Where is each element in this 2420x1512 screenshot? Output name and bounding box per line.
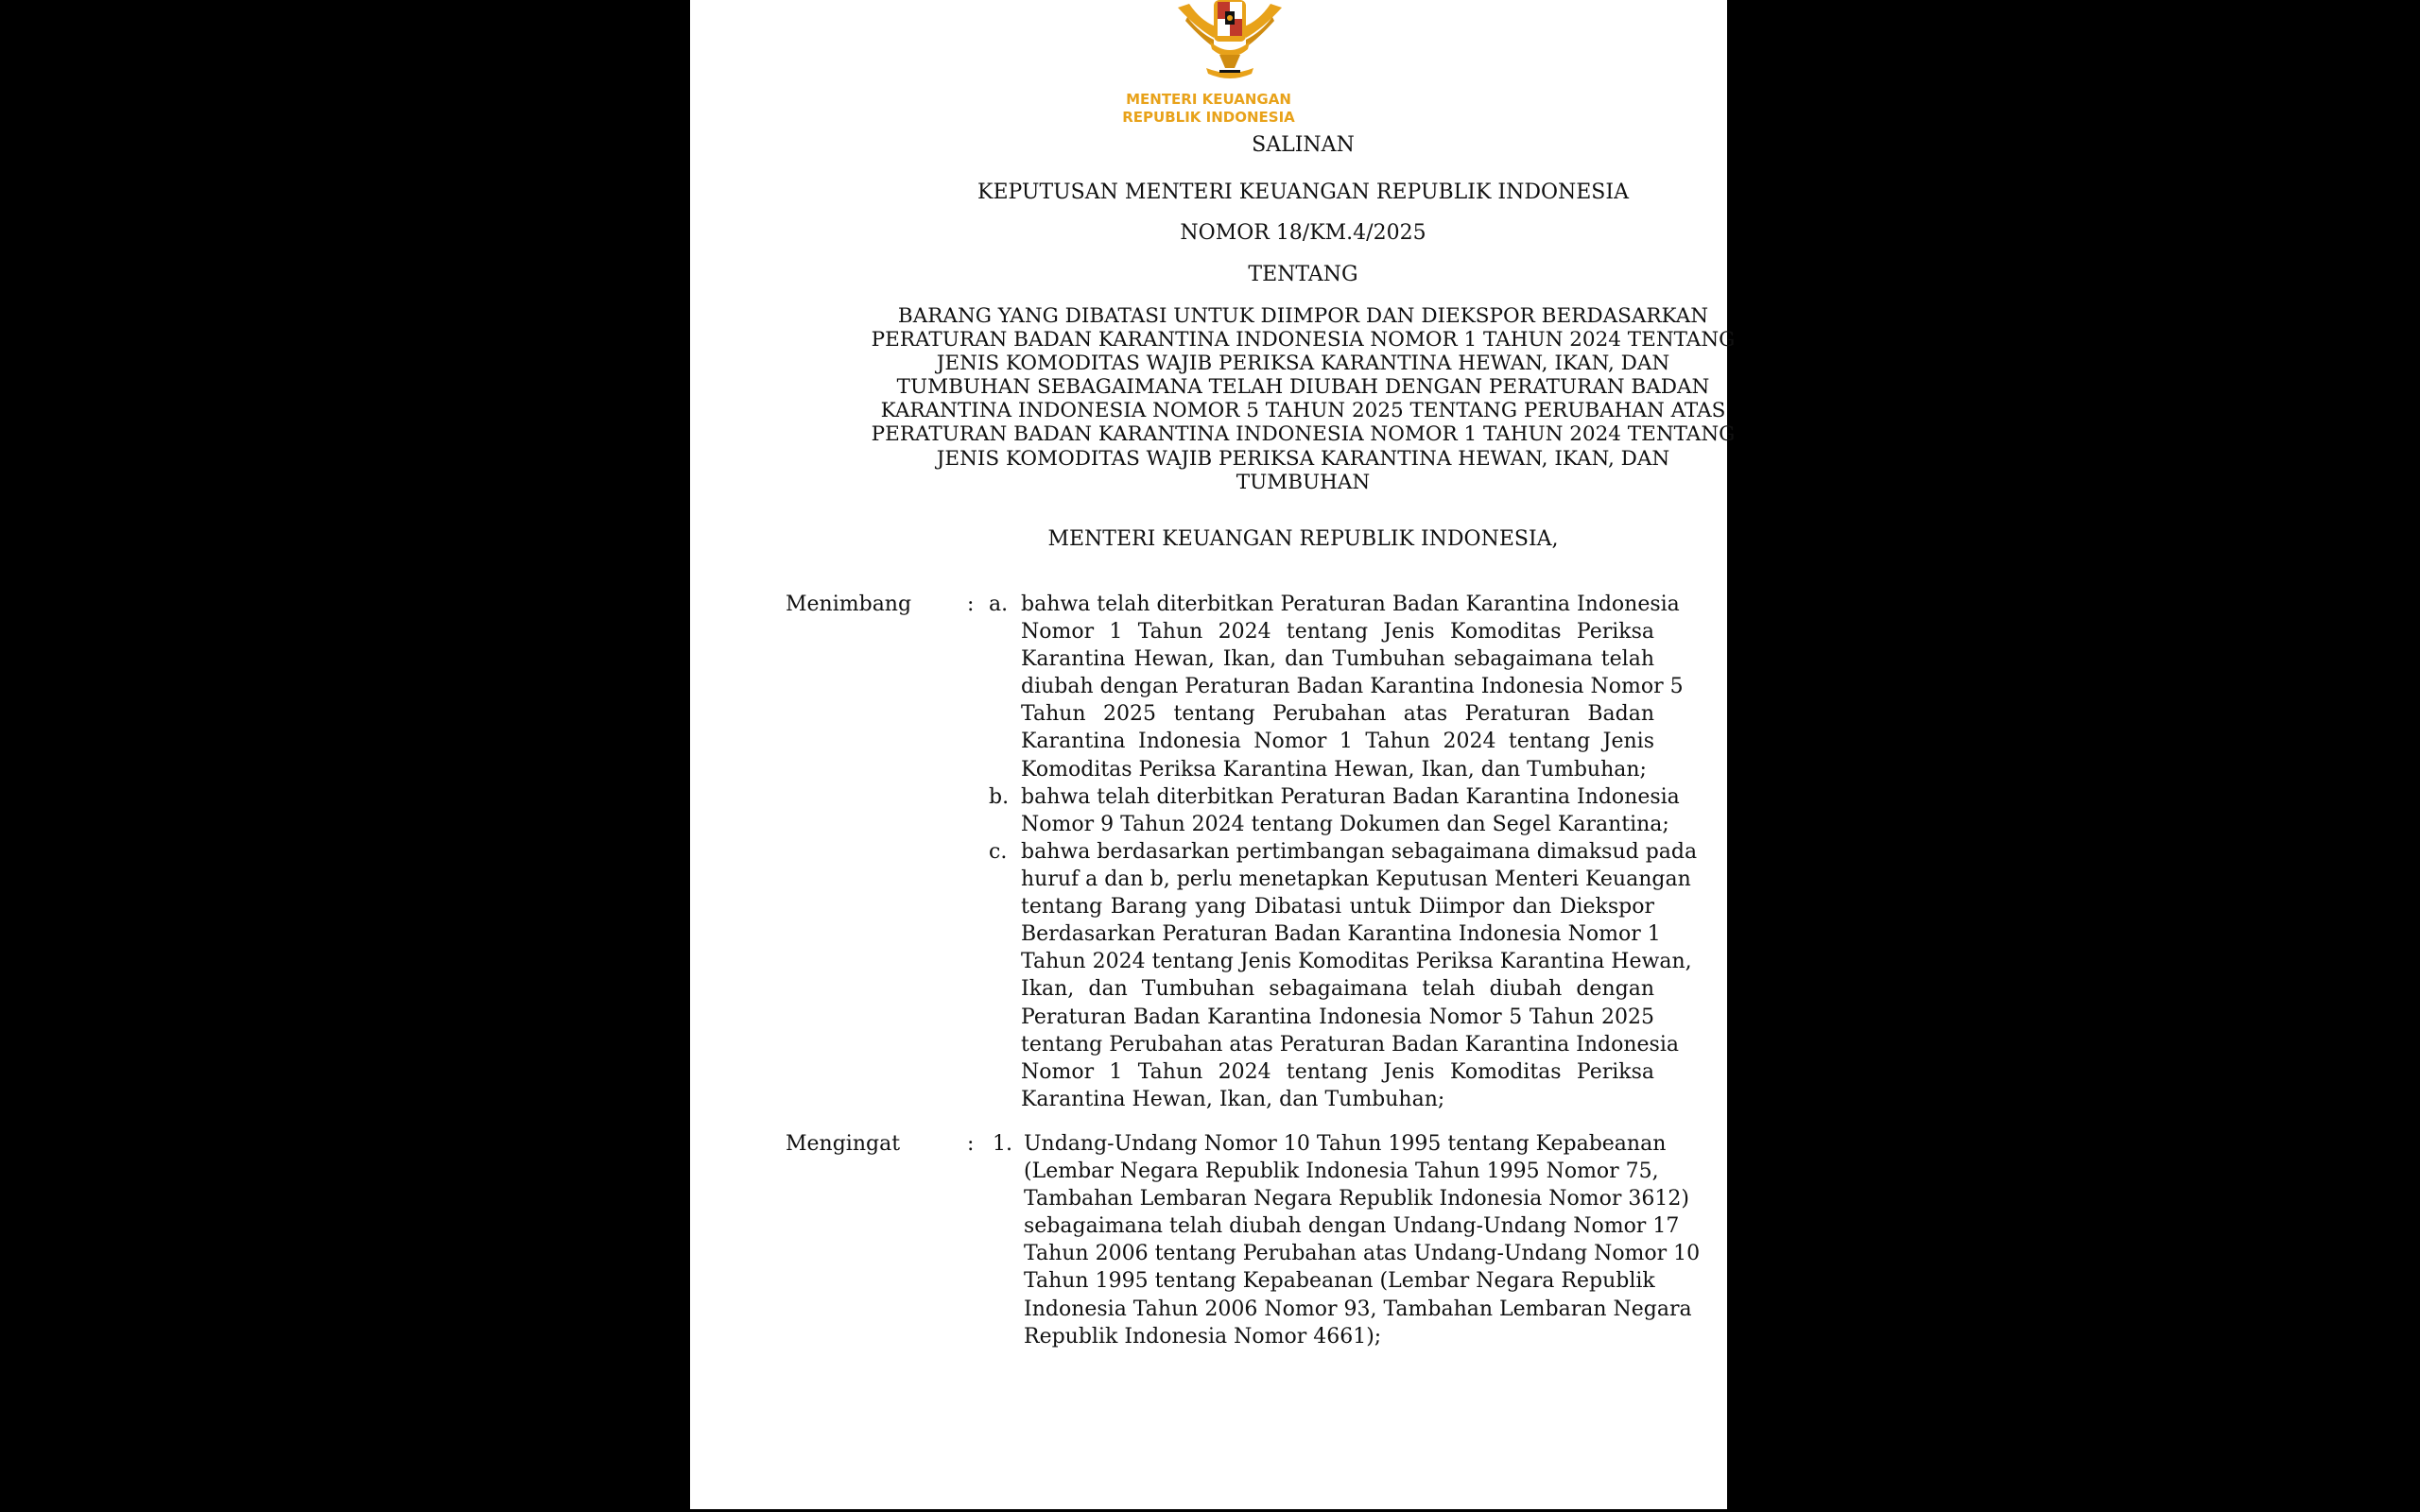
about-line: JENIS KOMODITAS WAJIB PERIKSA KARANTINA HEWAN, IKAN, DAN [936,446,1670,471]
about-label: TENTANG [1248,263,1358,286]
mengingat-label: Mengingat [786,1132,901,1156]
about-line: BARANG YANG DIBATASI UNTUK DIIMPOR DAN DIEKSPOR BERDASARKAN [897,304,1709,328]
item-line: bahwa berdasarkan pertimbangan sebagaimana dimaksud pada [1021,840,1698,864]
item-line: Nomor 9 Tahun 2024 tentang Dokumen dan Segel Karantina; [1021,813,1669,837]
ministry-name-line2: REPUBLIK INDONESIA [1122,109,1295,126]
menimbang-marker-b: b. [989,785,1010,809]
mengingat-colon: : [967,1132,975,1156]
item-line: tentang Barang yang Dibatasi untuk Diimpor dan Diekspor [1021,895,1654,919]
item-line: Peraturan Badan Karantina Indonesia Nomor 5 Tahun 2025 [1021,1005,1654,1029]
item-line: bahwa telah diterbitkan Peraturan Badan Karantina Indonesia [1021,593,1680,616]
garuda-emblem-icon [1168,0,1291,83]
item-line: Nomor 1 Tahun 2024 tentang Jenis Komoditas Periksa [1021,1059,1654,1084]
item-line: (Lembar Negara Republik Indonesia Tahun 1995 Nomor 75, [1024,1160,1659,1184]
item-line: Berdasarkan Peraturan Badan Karantina Indonesia Nomor 1 [1021,922,1661,947]
issuer-line: MENTERI KEUANGAN REPUBLIK INDONESIA, [1047,527,1559,551]
menimbang-marker-c: c. [989,840,1008,864]
about-line: PERATURAN BADAN KARANTINA INDONESIA NOMOR 1 TAHUN 2024 TENTANG [871,328,1736,352]
item-line: Komoditas Periksa Karantina Hewan, Ikan, dan Tumbuhan; [1021,757,1647,782]
menimbang-item-c [1021,838,1698,1113]
about-line: KARANTINA INDONESIA NOMOR 5 TAHUN 2025 TENTANG PERUBAHAN ATAS [880,399,1726,423]
about-line: PERATURAN BADAN KARANTINA INDONESIA NOMOR 1 TAHUN 2024 TENTANG [871,422,1736,447]
item-line: Tahun 1995 tentang Kepabeanan (Lembar Negara Republik [1024,1269,1655,1294]
item-line: Undang-Undang Nomor 10 Tahun 1995 tentang Kepabeanan [1024,1132,1667,1156]
decree-number: NOMOR 18/KM.4/2025 [1180,221,1426,245]
item-line: Tambahan Lembaran Negara Republik Indonesia Nomor 3612) [1024,1187,1689,1211]
copy-label: SALINAN [1252,133,1355,157]
item-line: bahwa telah diterbitkan Peraturan Badan Karantina Indonesia [1021,785,1680,809]
menimbang-item-b [1021,783,1680,838]
menimbang-label: Menimbang [786,593,912,616]
menimbang-marker-a: a. [989,593,1009,616]
item-line: Nomor 1 Tahun 2024 tentang Jenis Komoditas Periksa [1021,620,1654,644]
document-page [690,0,1736,1509]
item-line: Tahun 2006 tentang Perubahan atas Undang-Undang Nomor 10 [1024,1242,1701,1266]
item-line: Karantina Indonesia Nomor 1 Tahun 2024 tentang Jenis [1021,730,1654,754]
decree-title: KEPUTUSAN MENTERI KEUANGAN REPUBLIK INDONESIA [977,180,1629,204]
item-line: huruf a dan b, perlu menetapkan Keputusan Menteri Keuangan [1021,868,1691,892]
mengingat-item-1 [1024,1130,1701,1350]
item-line: tentang Perubahan atas Peraturan Badan Karantina Indonesia [1021,1032,1679,1057]
item-line: Karantina Hewan, Ikan, dan Tumbuhan sebagaimana telah [1021,647,1654,672]
about-line: JENIS KOMODITAS WAJIB PERIKSA KARANTINA HEWAN, IKAN, DAN [936,352,1670,376]
item-line: Indonesia Tahun 2006 Nomor 93, Tambahan Lembaran Negara [1024,1297,1692,1321]
item-line: Republik Indonesia Nomor 4661); [1024,1324,1382,1349]
item-line: Ikan, dan Tumbuhan sebagaimana telah diubah dengan [1021,977,1654,1002]
mengingat-marker-1: 1. [993,1132,1012,1156]
item-line: Tahun 2024 tentang Jenis Komoditas Periksa Karantina Hewan, [1021,950,1692,974]
item-line: Tahun 2025 tentang Perubahan atas Peraturan Badan [1021,702,1654,727]
item-line: Karantina Hewan, Ikan, dan Tumbuhan; [1021,1087,1445,1111]
about-text [690,304,1916,494]
item-line: sebagaimana telah diubah dengan Undang-Undang Nomor 17 [1024,1214,1680,1239]
item-line: diubah dengan Peraturan Badan Karantina Indonesia Nomor 5 [1021,675,1684,699]
ministry-name-line1: MENTERI KEUANGAN [1126,91,1291,108]
menimbang-item-a [1021,591,1684,783]
about-line: TUMBUHAN SEBAGAIMANA TELAH DIUBAH DENGAN PERATURAN BADAN [896,375,1710,400]
menimbang-colon: : [967,593,975,616]
about-line: TUMBUHAN [1236,470,1371,494]
